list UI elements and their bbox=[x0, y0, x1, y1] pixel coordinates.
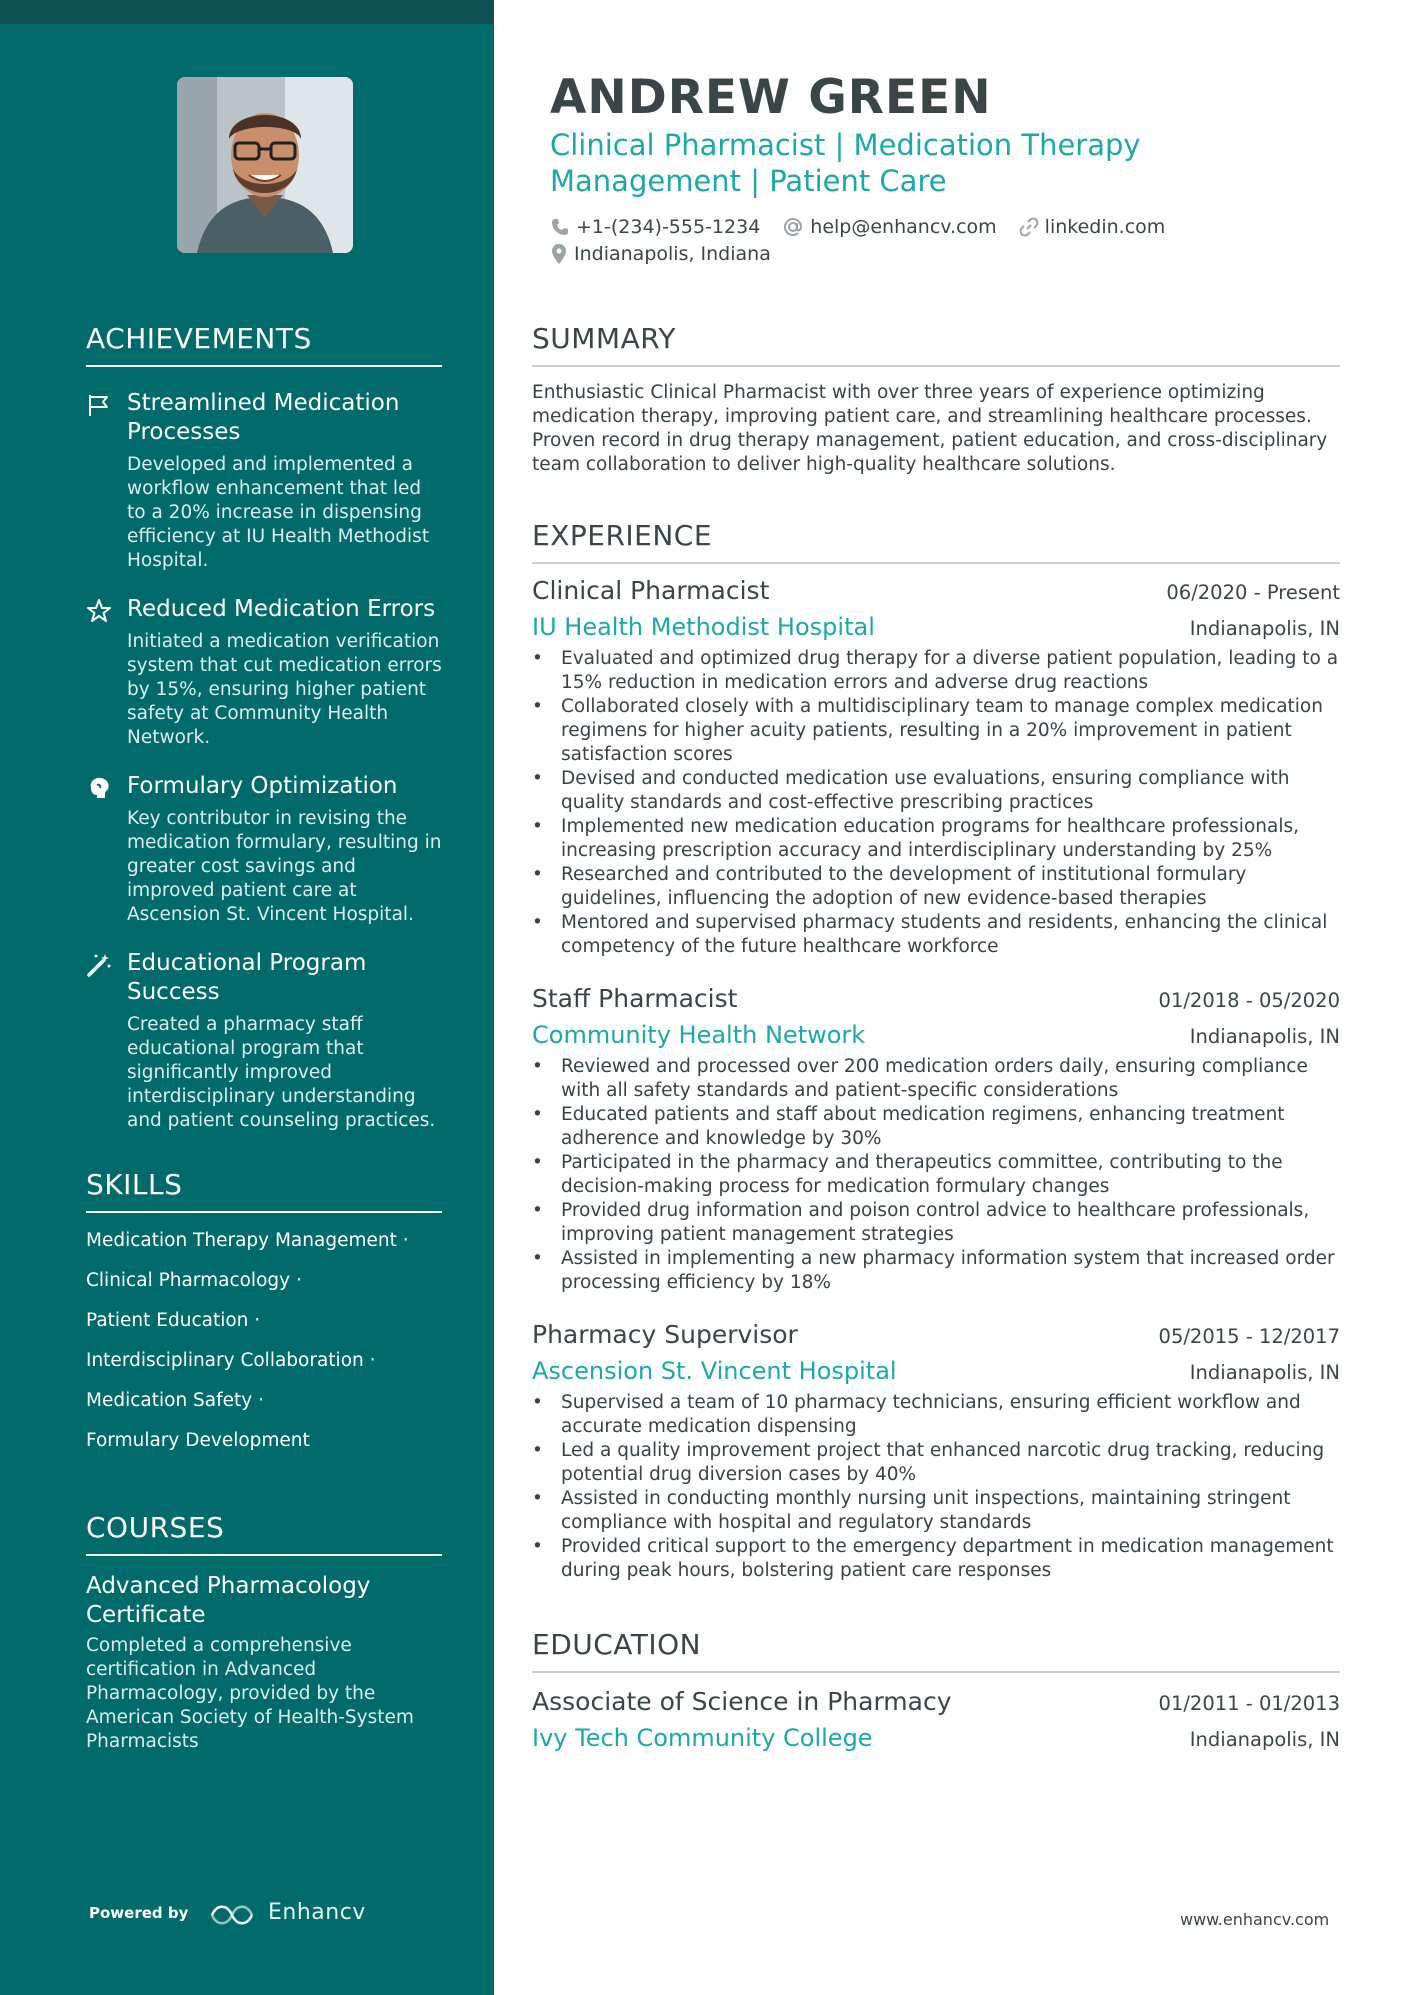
school-name: Ivy Tech Community College bbox=[532, 1724, 873, 1752]
bullet-item: • Devised and conducted medication use evaluations, ensuring compliance with quality standards and cost-effective prescribing practices bbox=[532, 767, 1340, 815]
education-heading: EDUCATION bbox=[532, 1628, 1340, 1673]
location-row bbox=[550, 243, 793, 265]
bullet-item: • Educated patients and staff about medication regimens, enhancing treatment adherence and knowledge by 30% bbox=[532, 1103, 1340, 1151]
achievements-section bbox=[86, 322, 442, 1133]
achievement-desc: Created a pharmacy staff educational program that significantly improved interdisciplinary understanding and patient counseling practices. bbox=[127, 1014, 436, 1131]
achievement-item bbox=[86, 949, 442, 1133]
skill-item: Interdisciplinary Collaboration · bbox=[86, 1350, 376, 1371]
star-icon bbox=[86, 598, 112, 624]
phone-contact[interactable] bbox=[550, 216, 760, 238]
bullet-item: • Mentored and supervised pharmacy students and residents, enhancing the clinical competency of the future healthcare workforce bbox=[532, 911, 1340, 959]
summary-text: Enthusiastic Clinical Pharmacist with over three years of experience optimizing medication therapy, improving patient care, and streamlining healthcare processes. Proven record in drug therapy management, patient education, and cross-disciplinary team collaboration to deliver high-quality healthcare solutions. bbox=[532, 382, 1328, 475]
email-contact[interactable] bbox=[782, 216, 996, 238]
job-bullets bbox=[532, 647, 1340, 959]
magic-wand-icon bbox=[86, 952, 112, 978]
achievement-item bbox=[86, 772, 442, 927]
company-name: IU Health Methodist Hospital bbox=[532, 613, 875, 641]
skills-section bbox=[86, 1168, 442, 1453]
phone-text: +1-(234)-555-1234 bbox=[576, 216, 761, 238]
summary-section bbox=[532, 322, 1340, 477]
achievement-desc: Initiated a medication verification system that cut medication errors by 15%, ensuring higher patient safety at Community Health Network. bbox=[127, 631, 442, 748]
courses-heading: COURSES bbox=[86, 1511, 442, 1556]
education-section bbox=[532, 1628, 1340, 1752]
phone-icon bbox=[550, 217, 570, 237]
bullet-item: • Participated in the pharmacy and therapeutics committee, contributing to the decision-making process for medication formulary changes bbox=[532, 1151, 1340, 1199]
candidate-name: ANDREW GREEN bbox=[550, 70, 992, 125]
bullet-item: • Assisted in implementing a new pharmacy information system that increased order processing efficiency by 18% bbox=[532, 1247, 1340, 1295]
course-desc: Completed a comprehensive certification in Advanced Pharmacology, provided by the American Society of Health-System Pharmacists bbox=[86, 1635, 414, 1752]
achievement-title: Educational Program Success bbox=[127, 950, 367, 1005]
job-date: 01/2018 - 05/2020 bbox=[1158, 989, 1340, 1012]
achievement-item bbox=[86, 595, 442, 750]
job-bullets bbox=[532, 1055, 1340, 1295]
brain-icon bbox=[86, 775, 112, 801]
contact-row bbox=[550, 216, 1187, 238]
education-location: Indianapolis, IN bbox=[1189, 1728, 1340, 1751]
sidebar-top-bar bbox=[0, 0, 494, 24]
footer-url[interactable]: www.enhancv.com bbox=[1180, 1910, 1330, 1929]
candidate-headline: Clinical Pharmacist | Medication Therapy Management | Patient Care bbox=[550, 128, 1141, 198]
bullet-item: • Reviewed and processed over 200 medication orders daily, ensuring compliance with all safety standards and patient-specific considerations bbox=[532, 1055, 1340, 1103]
education-date: 01/2011 - 01/2013 bbox=[1158, 1692, 1340, 1715]
experience-entry bbox=[532, 1320, 1340, 1583]
achievement-item bbox=[86, 389, 442, 573]
achievement-desc: Key contributor in revising the medication formulary, resulting in greater cost savings and improved patient care at Ascension St. Vincent Hospital. bbox=[127, 808, 442, 925]
experience-heading: EXPERIENCE bbox=[532, 519, 1340, 564]
flag-icon bbox=[86, 392, 112, 418]
job-location: Indianapolis, IN bbox=[1189, 1361, 1340, 1384]
achievement-desc: Developed and implemented a workflow enhancement that led to a 20% increase in dispensing efficiency at IU Health Methodist Hospital. bbox=[127, 454, 430, 571]
job-location: Indianapolis, IN bbox=[1189, 1025, 1340, 1048]
skill-item: Formulary Development bbox=[86, 1430, 310, 1451]
skills-heading: SKILLS bbox=[86, 1168, 442, 1213]
achievement-title: Streamlined Medication Processes bbox=[127, 390, 400, 445]
bullet-item: • Provided drug information and poison control advice to healthcare professionals, improving patient management strategies bbox=[532, 1199, 1340, 1247]
skill-item: Medication Therapy Management · bbox=[86, 1230, 409, 1251]
summary-heading: SUMMARY bbox=[532, 322, 1340, 367]
skill-item: Medication Safety · bbox=[86, 1390, 264, 1411]
bullet-item: • Evaluated and optimized drug therapy for a diverse patient population, leading to a 15% reduction in medication errors and adverse drug reactions bbox=[532, 647, 1340, 695]
achievements-heading: ACHIEVEMENTS bbox=[86, 322, 442, 367]
bullet-item: • Provided critical support to the emergency department in medication management during peak hours, bolstering patient care responses bbox=[532, 1535, 1340, 1583]
bullet-item: • Researched and contributed to the development of institutional formulary guidelines, influencing the adoption of new evidence-based therapies bbox=[532, 863, 1340, 911]
profile-photo bbox=[177, 77, 353, 253]
bullet-item: • Led a quality improvement project that enhanced narcotic drug tracking, reducing potential drug diversion cases by 40% bbox=[532, 1439, 1340, 1487]
achievement-title: Reduced Medication Errors bbox=[127, 596, 436, 622]
courses-section bbox=[86, 1511, 442, 1754]
powered-by-label: Powered by bbox=[89, 1904, 189, 1922]
job-date: 06/2020 - Present bbox=[1166, 581, 1340, 604]
job-location: Indianapolis, IN bbox=[1189, 617, 1340, 640]
email-text: help@enhancv.com bbox=[810, 216, 997, 238]
enhancv-brand: Enhancv bbox=[268, 1900, 366, 1925]
job-bullets bbox=[532, 1391, 1340, 1583]
company-name: Ascension St. Vincent Hospital bbox=[532, 1357, 897, 1385]
job-date: 05/2015 - 12/2017 bbox=[1158, 1325, 1340, 1348]
linkedin-contact[interactable] bbox=[1019, 216, 1166, 238]
skill-item: Clinical Pharmacology · bbox=[86, 1270, 302, 1291]
experience-entry bbox=[532, 984, 1340, 1295]
location-contact bbox=[550, 243, 771, 265]
experience-entry bbox=[532, 576, 1340, 959]
linkedin-text: linkedin.com bbox=[1044, 216, 1166, 238]
location-text: Indianapolis, Indiana bbox=[574, 243, 771, 265]
enhancv-logo-icon bbox=[209, 1902, 255, 1928]
sidebar bbox=[0, 0, 494, 1995]
job-title: Clinical Pharmacist bbox=[532, 576, 770, 605]
location-pin-icon bbox=[550, 243, 568, 265]
bullet-item: • Collaborated closely with a multidisciplinary team to manage complex medication regimens for higher acuity patients, resulting in a 20% improvement in patient satisfaction scores bbox=[532, 695, 1340, 767]
achievement-title: Formulary Optimization bbox=[127, 773, 398, 799]
bullet-item: • Assisted in conducting monthly nursing unit inspections, maintaining stringent compliance with hospital and regulatory standards bbox=[532, 1487, 1340, 1535]
degree-title: Associate of Science in Pharmacy bbox=[532, 1687, 952, 1716]
job-title: Pharmacy Supervisor bbox=[532, 1320, 798, 1349]
experience-section bbox=[532, 519, 1340, 564]
bullet-item: • Implemented new medication education programs for healthcare professionals, increasing prescription accuracy and interdisciplinary understanding by 25% bbox=[532, 815, 1340, 863]
skill-item: Patient Education · bbox=[86, 1310, 261, 1331]
course-title: Advanced Pharmacology Certificate bbox=[86, 1573, 371, 1628]
company-name: Community Health Network bbox=[532, 1021, 866, 1049]
at-icon bbox=[782, 216, 804, 238]
bullet-item: • Supervised a team of 10 pharmacy technicians, ensuring efficient workflow and accurate medication dispensing bbox=[532, 1391, 1340, 1439]
link-icon bbox=[1019, 217, 1039, 237]
job-title: Staff Pharmacist bbox=[532, 984, 738, 1013]
